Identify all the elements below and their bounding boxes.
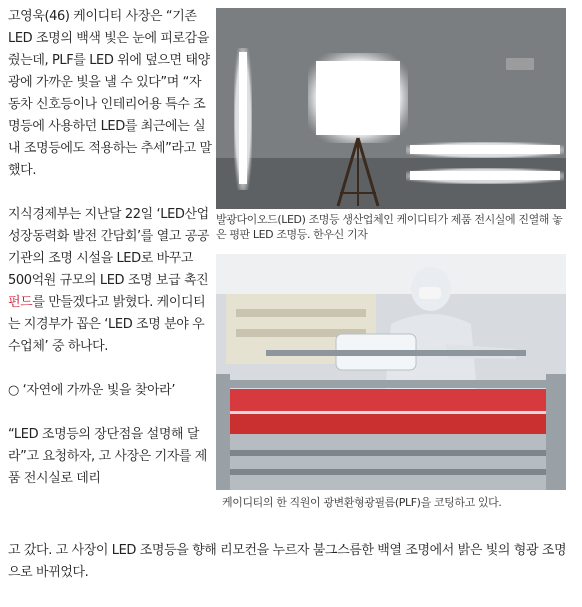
paragraph-2-part1: 지식경제부는 지난달 22일 ‘LED산업 성장동력화 발전 간담회’를 열고 공공기관의 조명 시설을 LED로 바꾸고 500억원 규모의 LED 조명 보급 촉진: [8, 207, 210, 288]
fund-link[interactable]: 펀드: [8, 295, 33, 310]
article-column: [8, 6, 213, 512]
photo-caption-2: 케이디티의 한 직원이 광변환형광필름(PLF)을 코팅하고 있다.: [222, 496, 502, 509]
section-heading: ○ ‘자연에 가까운 빛을 찾아라’: [8, 383, 176, 398]
plf-coating-photo: [216, 254, 566, 490]
plf-coating-illustration: [216, 254, 566, 490]
led-showroom-photo: [216, 8, 566, 209]
photo-caption-1: 발광다이오드(LED) 조명등 생산업체인 케이디티가 제품 전시실에 진열해 놓은 평판 LED 조명등. 한우신 기자: [216, 213, 563, 241]
paragraph-4-column: “LED 조명등의 장단점을 설명해 달라”고 요청하자, 고 사장은 기자를 제품 전시실로 데리: [8, 427, 207, 486]
led-showroom-illustration: [216, 8, 566, 209]
paragraph-2-part2: 를 만들겠다고 밝혔다. 케이디티는 지경부가 꼽은 ‘LED 조명 분야 우수업체’ 중 하나다.: [8, 295, 206, 354]
paragraph-4-continued: 고 갔다. 고 사장이 LED 조명등을 향해 리모컨을 누르자 불그스름한 백열 조명에서 밝은 빛의 형광 조명으로 바뀌었다.: [8, 543, 567, 580]
paragraph-1: 고영욱(46) 케이디티 사장은 “기존 LED 조명의 백색 빛은 눈에 피로감을 줬는데, PLF를 LED 위에 덮으면 태양광에 가까운 빛을 낼 수 있다”며 “자동차 신호등이나 인테리어용 특수 조명등에 사용하던 LED를 최근에는 실내 조명등에도 적용하는 추세”라고 말했다.: [8, 9, 212, 178]
paragraph-2: [8, 204, 213, 358]
